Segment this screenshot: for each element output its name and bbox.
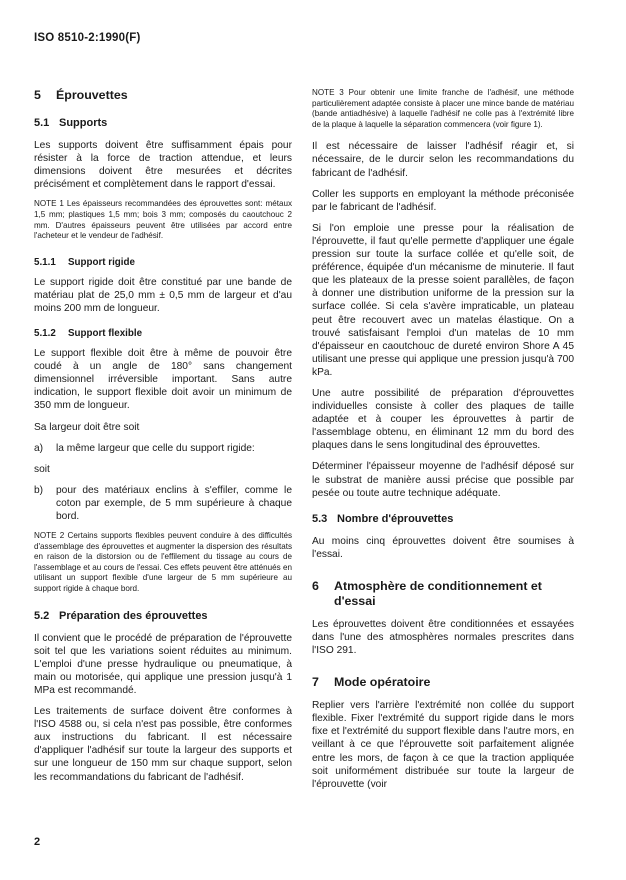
section-6-paragraph: Les éprouvettes doivent être conditionnées et essayées dans l'une des atmosphères normales prescrites dans l'ISO 291. [312,618,574,657]
section-5-1-heading: 5.1 Supports [34,117,108,129]
section-7-heading: 7 Mode opératoire [312,675,431,690]
section-5-1-paragraph: Les supports doivent être suffisamment épais pour résister à la force de traction attendue, et leurs dimensions doivent être mesurées et décrites précisément et complètement dans le rapport d'essai. [34,140,292,191]
section-7-paragraph: Replier vers l'arrière l'extrémité non collée du support flexible. Fixer l'extrémité du support rigide dans le mors fixe et l'extrémité du support flexible dans l'autre mors, en veillant à ce que l'éprouvette soit parfaitement alignée entre les mors, de façon à ce que la traction appliquée soit uniformément distribuée sur toute la largeur de l'éprouvette (voir [312,700,574,790]
section-6-heading: 6 Atmosphère de conditionnement et d'essai [312,578,542,608]
section-5-2-heading: 5.2 Préparation des éprouvettes [34,609,208,622]
section-5-2-paragraph-1: Il convient que le procédé de préparation de l'éprouvette soit tel que les variations soient réduites au minimum. L'emploi d'une presse hydraulique ou pneumatique, à main ou motorisée, qui applique une pression jusqu'à 1 MPa est recommandé. [34,632,292,696]
list-item-b: b) pour des matériaux enclins à s'effiler, comme le coton par exemple, de 5 mm supérieure à chaque bord. [34,484,292,522]
right-paragraph-2: Coller les supports en employant la méthode préconisée par le fabricant de l'adhésif. [312,188,574,213]
section-5-1-1-heading: 5.1.1 Support rigide [34,256,135,268]
note-2: NOTE 2 Certains supports flexibles peuvent conduire à des difficultés d'assemblage des éprouvettes et augmenter la dispersion des résultats en raison de la distorsion ou de l'effilement du tissage au cours de l'assemblage et au cours de l'essai. Ces effets peuvent être atténués en utilisant un support flexible d'une largeur de 5 mm supérieure au support rigide à chaque bord. [34,531,292,594]
soit-text: soit [34,463,50,475]
page-number: 2 [34,836,41,848]
section-5-1-2-paragraph: Le support flexible doit être à même de pouvoir être coudé à un angle de 180° sans changement dimensionnel irréversible important. Sans autre indication, le support flexible doit avoir un minimum de 350 mm de longueur. [34,348,292,412]
note-1: NOTE 1 Les épaisseurs recommandées des éprouvettes sont: métaux 1,5 mm; plastiques 1,5 mm; bois 3 mm; composés du caoutchouc 2 mm. D'autres épaisseurs peuvent être utilisées par accord entre l'acheteur et le vendeur de l'adhésif. [34,199,292,241]
section-5-2-paragraph-2: Les traitements de surface doivent être conformes à l'ISO 4588 ou, si cela n'est pas possible, être conformes aux instructions du fabricant. Il est nécessaire d'appliquer l'adhésif sur toute la largeur des supports et sur une longueur de 150 mm sur chaque support, selon les recommandations du fabricant de l'adhésif. [34,706,292,783]
right-paragraph-4: Une autre possibilité de préparation d'éprouvettes individuelles consiste à coller des plaques de taille adaptée et à couper les éprouvettes à partir de l'assemblage obtenu, en éliminant 12 mm du bord des plaques dans le sens longitudinal des éprouvettes. [312,387,574,452]
section-5-1-2-heading: 5.1.2 Support flexible [34,328,143,340]
section-5-heading: 5 Éprouvettes [34,88,128,102]
width-intro: Sa largeur doit être soit [34,421,140,433]
right-paragraph-3: Si l'on emploie une presse pour la réalisation de l'éprouvette, il faut qu'elle permette d'appliquer une égale pression sur toute la surface collée et qu'elle soit, de préférence, équipée d'un mécanisme de minuterie. Il faut que les plateaux de la presse soient parallèles, de façon à donner une distribution uniforme de la pression sur la surface collée. Si cela s'avère impraticable, un plateau peut être recouvert avec un matelas élastique. On a trouvé satisfaisant l'emploi d'un matelas de 10 mm d'épaisseur en caoutchouc de dureté environ Shore A 45 utilisant une presse qui applique une pression jusqu'à 700 kPa. [312,222,574,378]
right-paragraph-1: Il est nécessaire de laisser l'adhésif réagir et, si nécessaire, de le durcir selon les recommandations du fabricant de l'adhésif. [312,141,574,179]
section-5-1-1-paragraph: Le support rigide doit être constitué par une bande de matériau plat de 25,0 mm ± 0,5 mm de largeur et d'au moins 200 mm de longueur. [34,276,292,314]
note-3: NOTE 3 Pour obtenir une limite franche de l'adhésif, une méthode particulièrement adaptée consiste à placer une mince bande de matériau (bande antiadhésive) à laquelle l'adhésif ne colle pas à l'extrémité libre de la plaque à laquelle la séparation commencera (voir figure 1). [312,88,574,129]
right-paragraph-5: Déterminer l'épaisseur moyenne de l'adhésif déposé sur le substrat de manière aussi précise que possible par pesée ou toute autre technique adéquate. [312,461,574,499]
right-column [312,88,574,799]
left-column [34,88,292,792]
list-item-a: a) la même largeur que celle du support rigide: [34,442,255,454]
section-5-3-paragraph: Au moins cinq éprouvettes doivent être soumises à l'essai. [312,535,574,560]
section-5-3-heading: 5.3 Nombre d'éprouvettes [312,512,454,525]
document-header: ISO 8510-2:1990(F) [34,32,141,44]
